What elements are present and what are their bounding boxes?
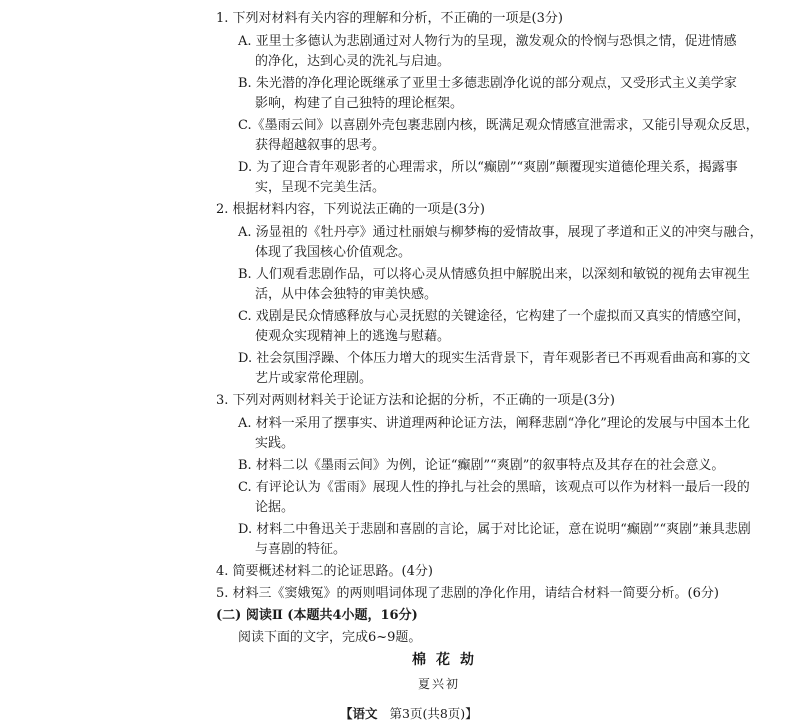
story-author: 夏兴初 (418, 677, 461, 691)
question-1-option-d: D. 为了迎合青年观影者的心理需求，所以“癫剧”“爽剧”颠覆现实道德伦理关系，揭露事 (238, 160, 738, 175)
question-1-option-c: C.《墨雨云间》以喜剧外壳包裹悲剧内核，既满足观众情感宣泄需求，又能引导观众反思， (238, 118, 759, 133)
question-3-option-d: D. 材料二中鲁迅关于悲剧和喜剧的言论，属于对比论证，意在说明“癫剧”“爽剧”兼具悲剧 (238, 522, 751, 537)
question-1-option-a: A. 亚里士多德认为悲剧通过对人物行为的呈现，激发观众的怜悯与恐惧之情，促进情感 (238, 34, 737, 49)
question-2-option-c-cont: 使观众实现精神上的逃逸与慰藉。 (255, 329, 451, 344)
question-2-option-d-cont: 艺片或家常伦理剧。 (255, 371, 373, 386)
question-2-option-b-cont: 活，从中体会独特的审美快感。 (255, 287, 438, 302)
question-2-option-b: B. 人们观看悲剧作品，可以将心灵从情感负担中解脱出来，以深刻和敏锐的视角去审视生 (238, 267, 750, 282)
question-2-option-a-cont: 体现了我国核心价值观念。 (255, 245, 412, 260)
question-1-stem: 1. 下列对材料有关内容的理解和分析，不正确的一项是(3分) (216, 11, 563, 26)
question-1-option-b-cont: 影响，构建了自己独特的理论框架。 (255, 96, 464, 111)
question-3-option-d-cont: 与喜剧的特征。 (255, 542, 347, 557)
question-1-option-b: B. 朱光潜的净化理论既继承了亚里士多德悲剧净化说的部分观点，又受形式主义美学家 (238, 76, 737, 91)
story-title: 棉花劫 (412, 652, 484, 668)
question-1-option-d-cont: 实，呈现不完美生活。 (255, 180, 386, 195)
question-3-option-c: C. 有评论认为《雷雨》展现人性的挣扎与社会的黑暗，该观点可以作为材料一最后一段的 (238, 480, 750, 495)
question-1-option-a-cont: 的净化，达到心灵的洗礼与启迪。 (255, 54, 451, 69)
question-2-option-a: A. 汤显祖的《牡丹亭》通过杜丽娘与柳梦梅的爱情故事，展现了孝道和正义的冲突与融合， (238, 225, 763, 240)
question-1-option-c-cont: 获得超越叙事的思考。 (255, 138, 386, 153)
question-2-option-c: C. 戏剧是民众情感释放与心灵抚慰的关键途径，它构建了一个虚拟而又真实的情感空间， (238, 309, 750, 324)
question-3-option-c-cont: 论据。 (255, 500, 295, 515)
question-2-option-d: D. 社会氛围浮躁、个体压力增大的现实生活背景下，青年观影者已不再观看曲高和寡的文 (238, 351, 751, 366)
footer (340, 706, 478, 722)
instruction: 阅读下面的文字，完成6~9题。 (238, 630, 422, 645)
question-2-stem: 2. 根据材料内容，下列说法正确的一项是(3分) (216, 202, 485, 217)
footer-page: 第3页(共8页)】 (389, 706, 478, 721)
question-3-option-b: B. 材料二以《墨雨云间》为例，论证“癫剧”“爽剧”的叙事特点及其存在的社会意义。 (238, 458, 725, 473)
question-3-stem: 3. 下列对两则材料关于论证方法和论据的分析，不正确的一项是(3分) (216, 393, 615, 408)
question-5: 5. 材料三《窦娥冤》的两则唱词体现了悲剧的净化作用，请结合材料一简要分析。(6分) (216, 586, 719, 601)
question-3-option-a-cont: 实践。 (255, 436, 295, 451)
question-4: 4. 简要概述材料二的论证思路。(4分) (216, 564, 433, 579)
question-3-option-a: A. 材料一采用了摆事实、讲道理两种论证方法，阐释悲剧“净化”理论的发展与中国本土化 (238, 416, 750, 431)
footer-subject: 【语文 (340, 706, 378, 721)
section-header: (二) 阅读Ⅱ (本题共4小题，16分) (216, 608, 418, 623)
